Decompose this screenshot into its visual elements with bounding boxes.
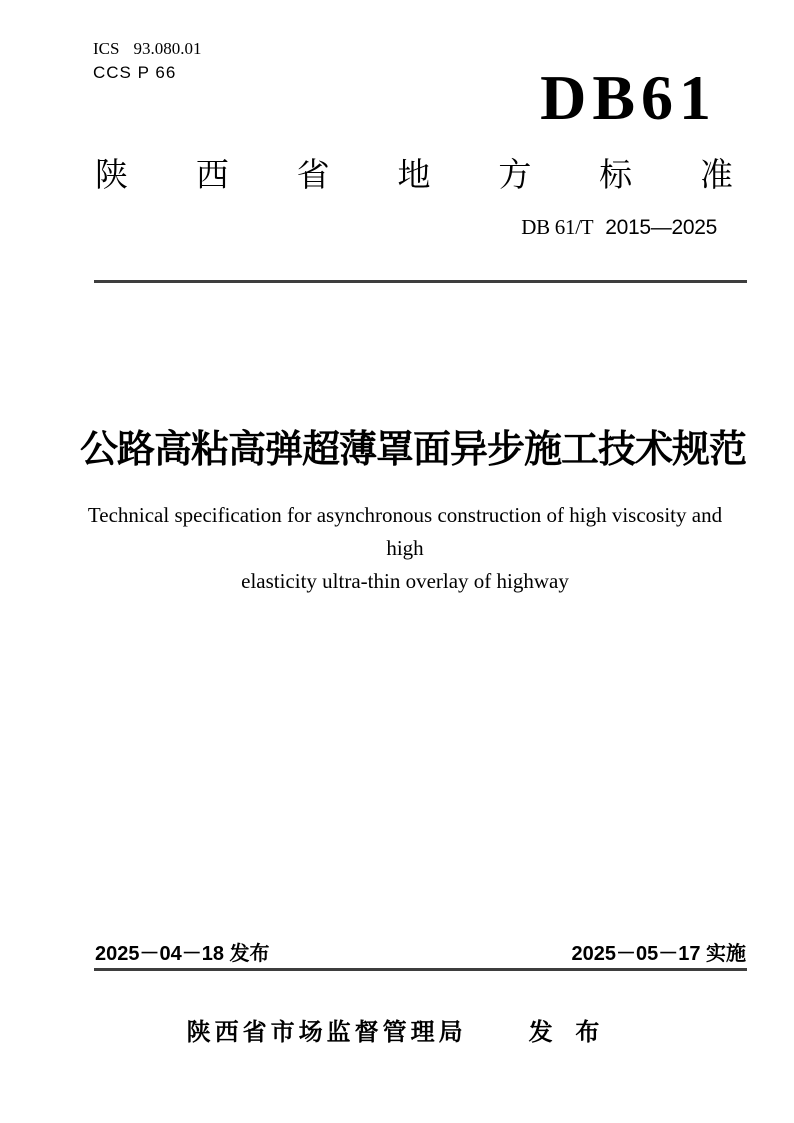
ics-code: 93.080.01: [133, 39, 202, 58]
publish-label: 发 布: [528, 1019, 608, 1046]
designation-number: 2015—2025: [605, 216, 717, 239]
standard-type-heading: 陕西省地方标准: [95, 156, 733, 193]
bottom-rule: [94, 968, 747, 971]
top-rule: [94, 280, 747, 283]
document-title-en: [80, 499, 730, 598]
standard-designation: [521, 213, 717, 242]
ccs-code-line: CCS P 66: [93, 63, 177, 82]
document-title-zh: 公路高粘高弹超薄罩面异步施工技术规范: [80, 429, 747, 471]
publisher-name: 陕西省市场监督管理局: [186, 1019, 467, 1046]
document-title-en-line1: Technical specification for asynchronous construction of high viscosity and high: [87, 503, 723, 560]
document-title-en-line2: elasticity ultra-thin overlay of highway: [241, 569, 569, 593]
ics-label: ICS: [93, 39, 120, 58]
designation-prefix: DB 61/T: [521, 215, 594, 239]
ics-code-line: [93, 38, 201, 60]
db61-logo: DB61: [540, 62, 717, 133]
issue-date: 2025－04－18 发布: [95, 943, 270, 965]
implementation-date: 2025－05－17 实施: [571, 943, 746, 965]
classification-codes: [93, 38, 201, 84]
publisher-row: [0, 1017, 794, 1049]
